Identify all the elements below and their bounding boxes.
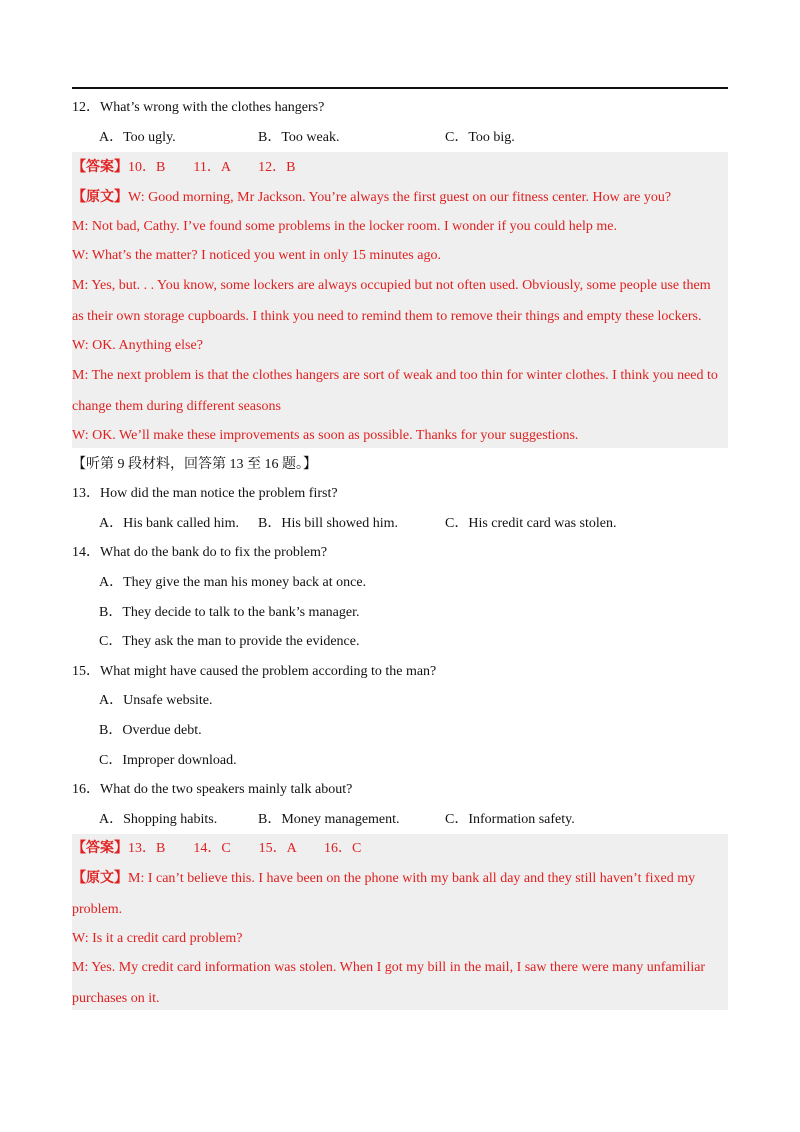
transcript-line: W: Is it a credit card problem?	[72, 931, 243, 946]
transcript-line: change them during different seasons	[72, 399, 281, 414]
transcript-line: W: What’s the matter? I noticed you went in only 15 minutes ago.	[72, 248, 441, 263]
q12-option-a: A．Too ugly.	[99, 130, 176, 145]
answer-tag: 【答案】	[72, 160, 128, 175]
answer-block-2	[72, 834, 728, 1010]
transcript-line: M: The next problem is that the clothes hangers are sort of weak and too thin for winter clothes. I think you need to	[72, 368, 718, 383]
transcript-line: M: Yes, but. . . You know, some lockers are always occupied but not often used. Obviously, some people use them	[72, 278, 711, 293]
transcript-line	[72, 189, 671, 207]
answer-tag: 【答案】	[72, 841, 128, 856]
answer-values: 13．B 14．C 15．A 16．C	[128, 841, 362, 856]
transcript-line: M: Not bad, Cathy. I’ve found some problems in the locker room. I wonder if you could help me.	[72, 219, 617, 234]
question-14: 14．What do the bank do to fix the problem?	[72, 545, 328, 560]
q13-option-c: C．His credit card was stolen.	[445, 516, 617, 531]
q15-option-c: C．Improper download.	[99, 753, 237, 768]
q14-option-c: C．They ask the man to provide the evidence.	[99, 634, 360, 649]
header-rule	[72, 87, 728, 89]
q16-option-a: A．Shopping habits.	[99, 812, 218, 827]
q15-option-b: B．Overdue debt.	[99, 723, 202, 738]
question-15: 15．What might have caused the problem according to the man?	[72, 664, 437, 679]
transcript-line: M: Yes. My credit card information was stolen. When I got my bill in the mail, I saw there were many unfamiliar	[72, 960, 706, 975]
q14-option-a: A．They give the man his money back at once.	[99, 575, 367, 590]
transcript-line: W: OK. Anything else?	[72, 338, 203, 353]
transcript-tag: 【原文】	[72, 190, 128, 205]
q15-option-a: A．Unsafe website.	[99, 693, 213, 708]
answer-line-1	[72, 159, 296, 177]
q14-option-b: B．They decide to talk to the bank’s manager.	[99, 605, 360, 620]
transcript-line: W: OK. We’ll make these improvements as soon as possible. Thanks for your suggestions.	[72, 428, 579, 443]
q12-option-b: B．Too weak.	[258, 130, 340, 145]
transcript-line: purchases on it.	[72, 991, 160, 1006]
q13-option-b: B．His bill showed him.	[258, 516, 399, 531]
question-13: 13．How did the man notice the problem first?	[72, 486, 338, 501]
q12-option-c: C．Too big.	[445, 130, 515, 145]
section-heading: 【听第 9 段材料，回答第 13 至 16 题。】	[72, 457, 317, 472]
q16-option-b: B．Money management.	[258, 812, 400, 827]
question-16: 16．What do the two speakers mainly talk about?	[72, 782, 353, 797]
q16-option-c: C．Information safety.	[445, 812, 575, 827]
answer-values: 10．B 11．A 12．B	[128, 160, 296, 175]
transcript-line: problem.	[72, 902, 123, 917]
transcript-line	[72, 870, 695, 888]
transcript-line: as their own storage cupboards. I think you need to remind them to remove their things and empty these lockers.	[72, 309, 702, 324]
answer-line-2	[72, 840, 361, 858]
transcript-text: M: I can’t believe this. I have been on the phone with my bank all day and they still haven’t fixed my	[128, 871, 696, 886]
transcript-tag: 【原文】	[72, 871, 128, 886]
question-12: 12．What’s wrong with the clothes hangers?	[72, 100, 325, 115]
q13-option-a: A．His bank called him.	[99, 516, 239, 531]
transcript-text: W: Good morning, Mr Jackson. You’re always the first guest on our fitness center. How are you?	[128, 190, 672, 205]
